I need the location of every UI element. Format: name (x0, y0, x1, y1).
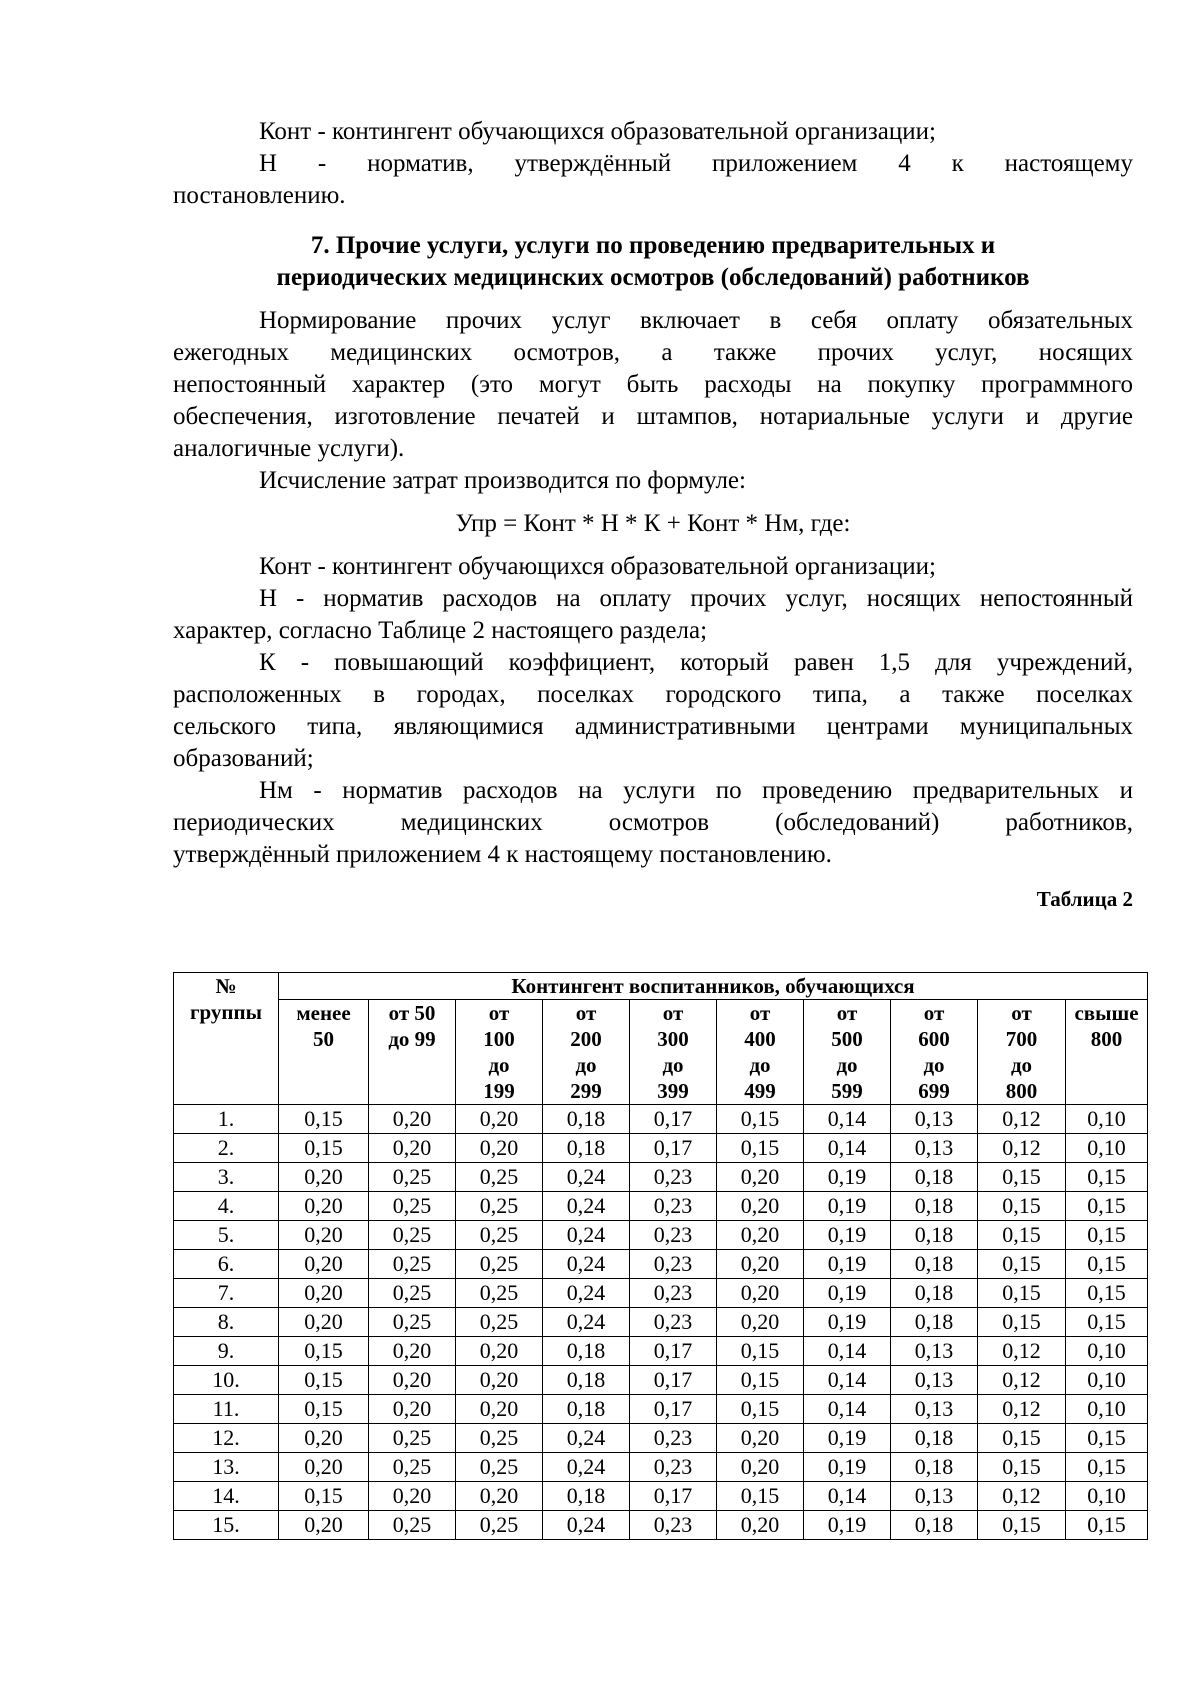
table-cell: 0,13 (891, 1105, 978, 1134)
table-cell: 0,19 (804, 1453, 891, 1482)
table-cell: 0,13 (891, 1337, 978, 1366)
table-cell: 0,15 (1066, 1453, 1148, 1482)
table-cell: 0,10 (1066, 1366, 1148, 1395)
column-header-part: до (662, 1053, 684, 1077)
table-row (174, 1250, 1148, 1279)
table-cell: 0,20 (279, 1250, 369, 1279)
table-cell: 0,25 (369, 1163, 456, 1192)
table-cell: 0,14 (804, 1105, 891, 1134)
formula: Упр = Конт * Н * К + Конт * Нм, где: (455, 510, 851, 537)
definition-nm: Нм - норматив расходов на услуги по проведению предварительных и (259, 777, 1133, 804)
table-cell: 0,13 (891, 1395, 978, 1424)
table-cell: 0,20 (717, 1453, 804, 1482)
column-header-part: 299 (570, 1079, 602, 1103)
table-cell: 0,15 (1066, 1424, 1148, 1453)
table-cell: 0,25 (369, 1279, 456, 1308)
column-header-part: 699 (918, 1079, 950, 1103)
table-cell: 0,20 (369, 1337, 456, 1366)
table-cell: 0,18 (891, 1453, 978, 1482)
column-header-part: 399 (657, 1079, 689, 1103)
group-number-cell: 3. (174, 1163, 279, 1192)
table-cell: 0,15 (279, 1105, 369, 1134)
table-cell: 0,19 (804, 1221, 891, 1250)
table-cell: 0,24 (543, 1221, 630, 1250)
column-header-part: 199 (483, 1079, 515, 1103)
table-cell: 0,23 (630, 1192, 717, 1221)
group-number-cell: 12. (174, 1424, 279, 1453)
table-caption: Таблица 2 (1036, 887, 1133, 911)
document-page (173, 116, 1133, 925)
column-header-part: 700 (1005, 1027, 1038, 1051)
column-header-part: до (1010, 1053, 1033, 1077)
table-cell: 0,15 (1066, 1279, 1148, 1308)
table-cell: 0,18 (891, 1163, 978, 1192)
table-cell: 0,24 (543, 1308, 630, 1337)
table-cell: 0,20 (279, 1279, 369, 1308)
table-cell: 0,14 (804, 1366, 891, 1395)
table-cell: 0,17 (630, 1366, 717, 1395)
table-cell: 0,20 (456, 1395, 543, 1424)
table-cell: 0,18 (891, 1511, 978, 1540)
column-header-part: 499 (744, 1079, 776, 1103)
table-cell: 0,12 (978, 1337, 1066, 1366)
table-cell: 0,24 (543, 1279, 630, 1308)
table-cell: 0,15 (717, 1337, 804, 1366)
table-cell: 0,18 (543, 1105, 630, 1134)
table-cell: 0,25 (369, 1221, 456, 1250)
table-cell: 0,20 (717, 1192, 804, 1221)
table-cell: 0,19 (804, 1424, 891, 1453)
column-header-part (369, 1078, 455, 1104)
table-cell: 0,18 (543, 1337, 630, 1366)
table-cell: 0,25 (456, 1424, 543, 1453)
definition-n: Н - норматив расходов на оплату прочих услуг, носящих непостоянный (259, 585, 1133, 612)
table-cell: 0,25 (456, 1511, 543, 1540)
table-cell: 0,25 (456, 1163, 543, 1192)
column-header-part (279, 1052, 368, 1078)
table-cell: 0,20 (717, 1308, 804, 1337)
table-cell: 0,25 (456, 1308, 543, 1337)
table-cell: 0,25 (369, 1453, 456, 1482)
table-cell: 0,24 (543, 1250, 630, 1279)
table-cell: 0,24 (543, 1163, 630, 1192)
table-row (174, 1395, 1148, 1424)
table-cell: 0,23 (630, 1453, 717, 1482)
table-cell: 0,12 (978, 1395, 1066, 1424)
table-cell: 0,14 (804, 1134, 891, 1163)
table-cell: 0,25 (456, 1192, 543, 1221)
table-cell: 0,10 (1066, 1105, 1148, 1134)
section-heading-line: 7. Прочие услуги, услуги по проведению предварительных и (310, 232, 996, 259)
table-cell: 0,20 (456, 1337, 543, 1366)
column-header-part: 300 (657, 1027, 689, 1051)
table-cell: 0,20 (717, 1163, 804, 1192)
table-cell: 0,17 (630, 1134, 717, 1163)
section-heading-line: периодических медицинских осмотров (обследований) работников (276, 264, 1030, 291)
table-cell: 0,18 (891, 1221, 978, 1250)
table-cell: 0,20 (456, 1134, 543, 1163)
table-row (174, 1366, 1148, 1395)
table-cell: 0,15 (717, 1482, 804, 1511)
table-cell: 0,15 (279, 1337, 369, 1366)
column-header-part: до (836, 1053, 858, 1077)
group-number-cell: 2. (174, 1134, 279, 1163)
table-row (174, 1511, 1148, 1540)
table-cell: 0,24 (543, 1424, 630, 1453)
table-row (174, 1221, 1148, 1250)
table-cell: 0,18 (891, 1279, 978, 1308)
column-header-part: до (923, 1053, 945, 1077)
group-number-cell: 9. (174, 1337, 279, 1366)
table-row (174, 1424, 1148, 1453)
text-line: сельского типа, являющимися административными центрами муниципальных (173, 713, 1133, 740)
table-row (174, 1279, 1148, 1308)
column-header-part: 800 (1005, 1079, 1038, 1103)
table-row (174, 1337, 1148, 1366)
table-row (174, 1134, 1148, 1163)
group-number-cell: 15. (174, 1511, 279, 1540)
table-cell: 0,15 (279, 1395, 369, 1424)
table-cell: 0,15 (978, 1511, 1066, 1540)
table-cell: 0,25 (369, 1250, 456, 1279)
table-cell: 0,25 (369, 1308, 456, 1337)
table-cell: 0,15 (717, 1134, 804, 1163)
table-cell: 0,25 (369, 1192, 456, 1221)
column-header-part: от 50 (388, 1001, 436, 1025)
table-cell: 0,20 (456, 1366, 543, 1395)
table-cell: 0,18 (543, 1366, 630, 1395)
column-header-part: от (836, 1001, 858, 1025)
column-header (630, 1000, 717, 1105)
table-cell: 0,19 (804, 1163, 891, 1192)
table-cell: 0,15 (978, 1308, 1066, 1337)
column-header-part: свыше (1074, 1001, 1139, 1025)
table-cell: 0,25 (456, 1221, 543, 1250)
text-line: расположенных в городах, поселках городского типа, а также поселках (173, 681, 1133, 708)
table-cell: 0,20 (456, 1105, 543, 1134)
table-cell: 0,20 (279, 1424, 369, 1453)
table-cell: 0,17 (630, 1395, 717, 1424)
column-header-part (279, 1078, 368, 1104)
table-cell: 0,18 (543, 1482, 630, 1511)
table-cell: 0,23 (630, 1250, 717, 1279)
column-header-part (1066, 1078, 1147, 1104)
group-number-cell: 5. (174, 1221, 279, 1250)
table-cell: 0,20 (279, 1308, 369, 1337)
table-cell: 0,25 (369, 1511, 456, 1540)
text-line: постановлению. (173, 182, 346, 209)
table-cell: 0,20 (717, 1511, 804, 1540)
group-number-cell: 11. (174, 1395, 279, 1424)
table-cell: 0,18 (543, 1395, 630, 1424)
column-header (978, 1000, 1066, 1105)
text-line: ежегодных медицинских осмотров, а также прочих услуг, носящих (173, 339, 1133, 366)
column-header-part: менее (296, 1001, 351, 1025)
column-header-part: от (923, 1001, 945, 1025)
definition-kont: Конт - контингент обучающихся образовательной организации; (259, 553, 936, 580)
column-header-part: 599 (831, 1079, 863, 1103)
column-header-part: от (575, 1001, 597, 1025)
table-cell: 0,18 (543, 1134, 630, 1163)
table-cell: 0,14 (804, 1482, 891, 1511)
table-cell: 0,14 (804, 1337, 891, 1366)
table-cell: 0,20 (279, 1163, 369, 1192)
table-cell: 0,20 (717, 1279, 804, 1308)
table-cell: 0,20 (456, 1482, 543, 1511)
column-header-part (1066, 1052, 1147, 1078)
column-header-part: 500 (831, 1027, 863, 1051)
table-cell: 0,15 (717, 1395, 804, 1424)
text-line: Конт - контингент обучающихся образовательной организации; (259, 118, 936, 145)
group-number-cell: 7. (174, 1279, 279, 1308)
table-row (174, 1482, 1148, 1511)
column-header-part: от (662, 1001, 684, 1025)
table-cell: 0,20 (369, 1395, 456, 1424)
table-cell: 0,17 (630, 1105, 717, 1134)
text-line: Исчисление затрат производится по формуле: (259, 467, 746, 494)
table-cell: 0,19 (804, 1511, 891, 1540)
table-cell: 0,20 (369, 1366, 456, 1395)
table-cell: 0,15 (978, 1453, 1066, 1482)
table-cell: 0,15 (978, 1192, 1066, 1221)
table-cell: 0,15 (279, 1482, 369, 1511)
column-header-part: 800 (1090, 1027, 1123, 1051)
table-cell: 0,19 (804, 1192, 891, 1221)
text-line: характер, согласно Таблице 2 настоящего раздела; (173, 617, 708, 644)
table-cell: 0,25 (456, 1453, 543, 1482)
group-number-header: № группы (174, 973, 279, 1105)
text-line: утверждённый приложением 4 к настоящему постановлению. (173, 841, 832, 868)
section-heading (173, 230, 1133, 294)
column-header-part: 50 (313, 1027, 334, 1051)
table-cell: 0,18 (891, 1250, 978, 1279)
group-number-cell: 1. (174, 1105, 279, 1134)
table-cell: 0,15 (1066, 1308, 1148, 1337)
column-header (1066, 1000, 1148, 1105)
table-row (174, 1453, 1148, 1482)
text-line: периодических медицинских осмотров (обследований) работников, (173, 809, 1133, 836)
table-cell: 0,12 (978, 1134, 1066, 1163)
column-header (891, 1000, 978, 1105)
table-cell: 0,15 (1066, 1250, 1148, 1279)
text-line: непостоянный характер (это могут быть расходы на покупку программного (173, 371, 1133, 398)
group-number-cell: 4. (174, 1192, 279, 1221)
table-cell: 0,10 (1066, 1395, 1148, 1424)
table-cell: 0,15 (978, 1279, 1066, 1308)
table-cell: 0,14 (804, 1395, 891, 1424)
column-header-part: до (749, 1053, 771, 1077)
column-header-part: до (488, 1053, 510, 1077)
table-cell: 0,20 (369, 1134, 456, 1163)
table-cell: 0,20 (717, 1250, 804, 1279)
column-header (456, 1000, 543, 1105)
table-cell: 0,18 (891, 1308, 978, 1337)
table-cell: 0,15 (978, 1250, 1066, 1279)
table-cell: 0,20 (279, 1511, 369, 1540)
table-cell: 0,20 (279, 1221, 369, 1250)
group-number-cell: 8. (174, 1308, 279, 1337)
table-cell: 0,23 (630, 1511, 717, 1540)
column-header-part (369, 1052, 455, 1078)
group-number-cell: 6. (174, 1250, 279, 1279)
table-cell: 0,13 (891, 1482, 978, 1511)
norm-table (173, 972, 1148, 1540)
table-cell: 0,20 (717, 1424, 804, 1453)
table-cell: 0,15 (717, 1105, 804, 1134)
table-cell: 0,19 (804, 1279, 891, 1308)
column-header-part: 600 (918, 1027, 950, 1051)
table-cell: 0,13 (891, 1366, 978, 1395)
table-cell: 0,24 (543, 1511, 630, 1540)
column-header-part: до 99 (388, 1027, 436, 1051)
table-row (174, 1308, 1148, 1337)
table-cell: 0,15 (1066, 1511, 1148, 1540)
table-cell: 0,15 (279, 1366, 369, 1395)
table-cell: 0,18 (891, 1424, 978, 1453)
table-row (174, 1192, 1148, 1221)
group-number-cell: 13. (174, 1453, 279, 1482)
table-cell: 0,25 (369, 1424, 456, 1453)
column-header-part: 100 (483, 1027, 515, 1051)
table-row (174, 1105, 1148, 1134)
column-header-part: 400 (744, 1027, 776, 1051)
column-header-part: от (1011, 1001, 1032, 1025)
table-cell: 0,24 (543, 1453, 630, 1482)
text-line: аналогичные услуги). (173, 435, 405, 462)
table-cell: 0,12 (978, 1105, 1066, 1134)
table-cell: 0,18 (891, 1192, 978, 1221)
table-cell: 0,20 (369, 1482, 456, 1511)
table-cell: 0,19 (804, 1250, 891, 1279)
table-cell: 0,15 (978, 1424, 1066, 1453)
group-number-cell: 14. (174, 1482, 279, 1511)
table-cell: 0,15 (1066, 1163, 1148, 1192)
table-cell: 0,25 (456, 1250, 543, 1279)
table-cell: 0,20 (279, 1453, 369, 1482)
table-cell: 0,20 (369, 1105, 456, 1134)
column-header-part: до (575, 1053, 597, 1077)
table-cell: 0,23 (630, 1221, 717, 1250)
column-header (369, 1000, 456, 1105)
table-cell: 0,17 (630, 1482, 717, 1511)
column-header-part: от (488, 1001, 510, 1025)
column-header (543, 1000, 630, 1105)
table-cell: 0,23 (630, 1163, 717, 1192)
text-line: Нормирование прочих услуг включает в себя оплату обязательных (259, 307, 1133, 334)
table-cell: 0,15 (1066, 1221, 1148, 1250)
table-cell: 0,23 (630, 1424, 717, 1453)
table-cell: 0,12 (978, 1482, 1066, 1511)
table-cell: 0,15 (978, 1221, 1066, 1250)
text-line: Н - норматив, утверждённый приложением 4 к настоящему (259, 150, 1133, 177)
group-number-cell: 10. (174, 1366, 279, 1395)
text-line: обеспечения, изготовление печатей и штампов, нотариальные услуги и другие (173, 403, 1133, 430)
table-cell: 0,19 (804, 1308, 891, 1337)
contingent-header: Контингент воспитанников, обучающихся (279, 973, 1148, 1000)
table-cell: 0,17 (630, 1337, 717, 1366)
table-cell: 0,25 (456, 1279, 543, 1308)
column-header (279, 1000, 369, 1105)
table-cell: 0,15 (717, 1366, 804, 1395)
column-header (717, 1000, 804, 1105)
table-row (174, 1163, 1148, 1192)
table-cell: 0,10 (1066, 1482, 1148, 1511)
table-cell: 0,13 (891, 1134, 978, 1163)
definition-k: К - повышающий коэффициент, который равен 1,5 для учреждений, (259, 649, 1133, 676)
table-cell: 0,10 (1066, 1134, 1148, 1163)
table-cell: 0,15 (978, 1163, 1066, 1192)
table-cell: 0,10 (1066, 1337, 1148, 1366)
column-header (804, 1000, 891, 1105)
table-cell: 0,20 (717, 1221, 804, 1250)
table-cell: 0,15 (1066, 1192, 1148, 1221)
table-cell: 0,20 (279, 1192, 369, 1221)
table-cell: 0,24 (543, 1192, 630, 1221)
table-cell: 0,23 (630, 1279, 717, 1308)
column-header-part: 200 (570, 1027, 602, 1051)
table-cell: 0,23 (630, 1308, 717, 1337)
table-cell: 0,15 (279, 1134, 369, 1163)
text-line: образований; (173, 745, 314, 772)
column-header-part: от (749, 1001, 771, 1025)
table-cell: 0,12 (978, 1366, 1066, 1395)
